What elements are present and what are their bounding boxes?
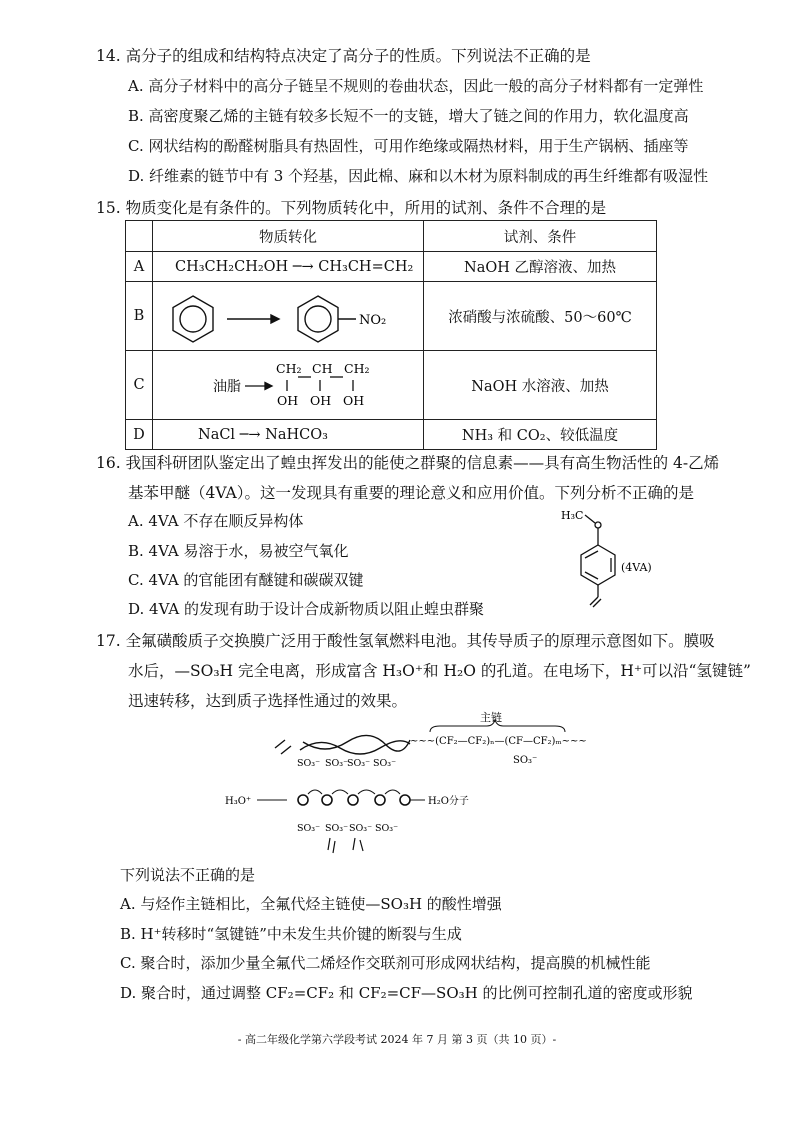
h2o-label: H₂O分子 — [428, 796, 469, 807]
water-molecule-icon — [348, 795, 358, 805]
svg-text:OH: OH — [310, 393, 332, 408]
main-chain-label: 主链 — [480, 711, 502, 724]
q16-stem-line2: 基苯甲醚（4VA）。这一发现具有重要的理论意义和应用价值。下列分析不正确的是 — [128, 484, 694, 502]
svg-text:SO₃⁻: SO₃⁻ — [325, 823, 349, 834]
4va-label: (4VA) — [621, 561, 652, 574]
table-row: C 油脂 CH₂ CH CH₂ OH OH OH NaOH 水溶液、加热 — [126, 351, 657, 420]
q15-table — [125, 220, 657, 450]
benzene-to-nitrobenzene-diagram — [153, 282, 423, 346]
q14-option-b: B. 高密度聚乙烯的主链有较多长短不一的支链，增大了链之间的作用力，软化温度高 — [128, 107, 689, 125]
row-b-structures — [153, 282, 424, 351]
q16-option-b: B. 4VA 易溶于水，易被空气氧化 — [128, 542, 349, 560]
chain-formula-label: ~~~(CF₂—CF₂)ₙ—(CF—CF₂)ₘ~~~ — [410, 736, 587, 747]
table-row: B NO₂ 浓硝酸与浓硫酸、50～60℃ — [126, 282, 657, 351]
q17-option-b: B. H⁺转移时“氢键链”中未发生共价键的断裂与生成 — [120, 925, 462, 943]
q17-option-a: A. 与烃作主链相比，全氟代烃主链使—SO₃H 的酸性增强 — [120, 895, 502, 913]
header-transform: 物质转化 — [153, 221, 424, 252]
svg-text:SO₃⁻: SO₃⁻ — [325, 758, 349, 769]
benzene-ring-icon — [173, 296, 213, 342]
svg-text:SO₃⁻: SO₃⁻ — [375, 823, 399, 834]
svg-text:CH₂: CH₂ — [276, 361, 302, 376]
methyl-label: H₃C — [561, 509, 584, 522]
arrow-head-icon — [271, 315, 279, 323]
q17-stem-line3: 迅速转移，达到质子选择性通过的效果。 — [128, 692, 408, 710]
svg-text:SO₃⁻: SO₃⁻ — [513, 755, 538, 766]
q14-option-a: A. 高分子材料中的高分子链呈不规则的卷曲状态，因此一般的高分子材料都有一定弹性 — [128, 77, 704, 95]
svg-text:OH: OH — [343, 393, 365, 408]
header-condition: 试剂、条件 — [424, 221, 657, 252]
q16-stem-line1: 16. 我国科研团队鉴定出了蝗虫挥发出的能使之群聚的信息素——具有高生物活性的 4-乙烯 — [96, 454, 720, 472]
svg-text:SO₃⁻: SO₃⁻ — [347, 758, 371, 769]
proton-exchange-membrane-diagram — [225, 708, 605, 858]
glycerol-diagram — [153, 351, 423, 415]
water-molecule-icon — [298, 795, 308, 805]
benzene-circle-icon — [180, 306, 206, 332]
table-row: A CH₃CH₂CH₂OH ─→ CH₃CH=CH₂ NaOH 乙醇溶液、加热 — [126, 252, 657, 282]
page-footer: - 高二年级化学第六学段考试 2024 年 7 月 第 3 页（共 10 页）- — [237, 1033, 557, 1046]
water-molecule-icon — [400, 795, 410, 805]
water-molecule-icon — [322, 795, 332, 805]
oil-label: 油脂 — [213, 379, 241, 395]
q17-option-c: C. 聚合时，添加少量全氟代二烯烃作交联剂可形成网状结构，提高膜的机械性能 — [120, 954, 651, 972]
q16-option-c: C. 4VA 的官能团有醚键和碳碳双键 — [128, 571, 364, 589]
svg-text:SO₃⁻: SO₃⁻ — [297, 823, 321, 834]
nitro-group-label: NO₂ — [359, 313, 387, 328]
q16-option-a: A. 4VA 不存在顺反异构体 — [128, 512, 304, 530]
q16-option-d: D. 4VA 的发现有助于设计合成新物质以阻止蝗虫群聚 — [128, 600, 484, 618]
q14-option-d: D. 纤维素的链节中有 3 个羟基，因此棉、麻和以木材为原料制成的再生纤维都有吸湿性 — [128, 167, 709, 185]
h3o-label: H₃O⁺ — [225, 796, 252, 807]
q15-stem: 15. 物质变化是有条件的。下列物质转化中，所用的试剂、条件不合理的是 — [96, 199, 607, 217]
q17-question: 下列说法不正确的是 — [120, 866, 256, 884]
q17-option-d: D. 聚合时，通过调整 CF₂=CF₂ 和 CF₂=CF—SO₃H 的比例可控制孔道的密度或形貌 — [120, 984, 693, 1002]
water-molecule-icon — [375, 795, 385, 805]
4va-structure-diagram — [555, 505, 675, 615]
nitrobenzene-ring-icon — [298, 296, 338, 342]
row-c-structures — [153, 351, 424, 420]
svg-text:CH₂: CH₂ — [344, 361, 370, 376]
table-row: D NaCl ─→ NaHCO₃ NH₃ 和 CO₂、较低温度 — [126, 420, 657, 450]
svg-text:CH: CH — [312, 361, 333, 376]
q14-stem: 14. 高分子的组成和结构特点决定了高分子的性质。下列说法不正确的是 — [96, 47, 591, 65]
svg-text:SO₃⁻: SO₃⁻ — [349, 823, 373, 834]
svg-text:SO₃⁻: SO₃⁻ — [373, 758, 397, 769]
q17-stem-line1: 17. 全氟磺酸质子交换膜广泛用于酸性氢氧燃料电池。其传导质子的原理示意图如下。膜吸 — [96, 632, 715, 650]
table-header-row — [126, 221, 657, 252]
q17-stem-line2: 水后，—SO₃H 完全电离，形成富含 H₃O⁺和 H₂O 的孔道。在电场下，H⁺可以沿“氢键链” — [128, 662, 751, 680]
svg-text:SO₃⁻: SO₃⁻ — [297, 758, 321, 769]
svg-text:OH: OH — [277, 393, 299, 408]
q14-option-c: C. 网状结构的酚醛树脂具有热固性，可用作绝缘或隔热材料，用于生产锅柄、插座等 — [128, 137, 689, 155]
